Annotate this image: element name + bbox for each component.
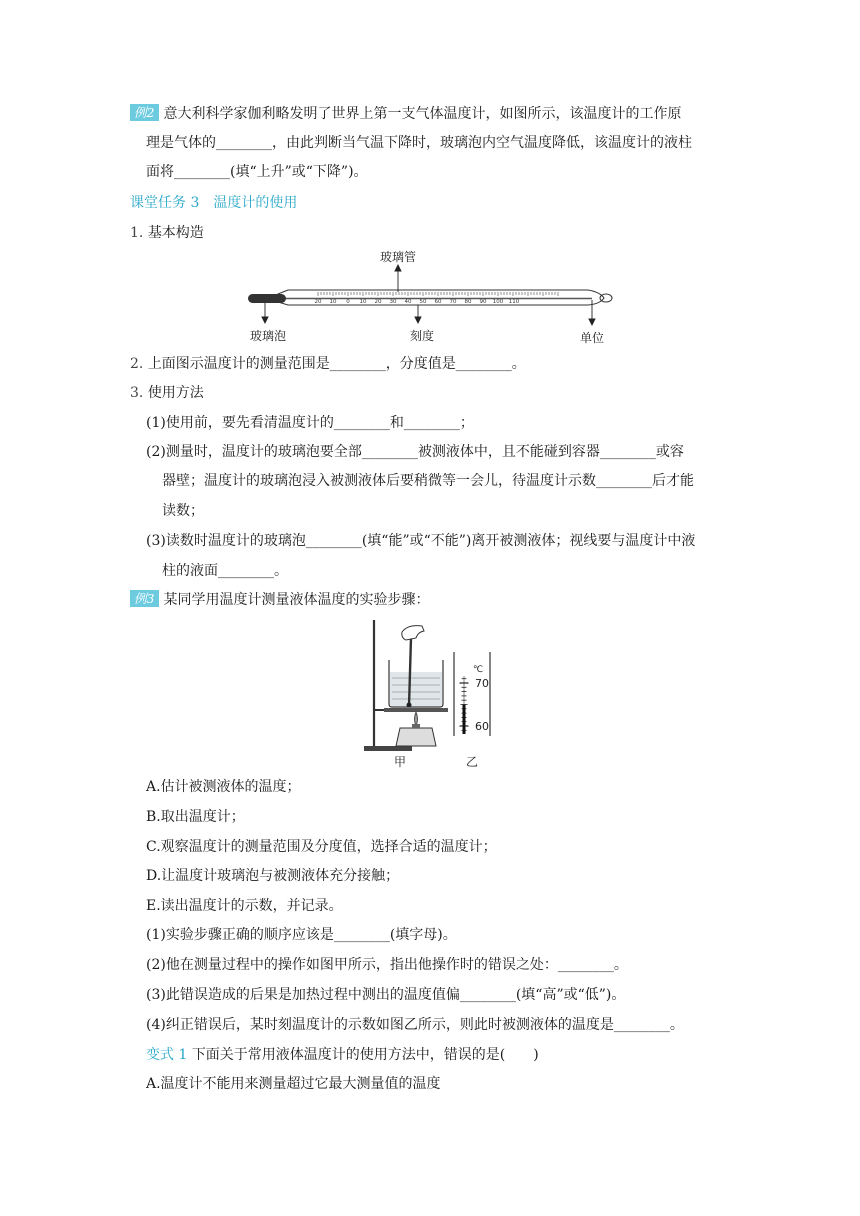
scale-number: 30 [389, 299, 397, 305]
glass-bulb [248, 294, 286, 303]
subheading-1 [130, 223, 204, 243]
example3-text: 某同学用温度计测量液体温度的实验步骤： [163, 592, 430, 608]
example3-question-2: (2)他在测量过程中的操作如图甲所示，指出他操作时的错误之处：________。 [146, 957, 628, 973]
step-b: B.取出温度计； [146, 809, 245, 825]
item-number: 1. [130, 225, 144, 241]
subheading-text: 基本构造 [147, 225, 204, 241]
scale-number: 90 [479, 299, 487, 305]
figure-label-yi: 乙 [465, 755, 479, 769]
example2-line-3: 面将________(填“上升”或“下降”)。 [146, 164, 368, 180]
thermometer-bulb [407, 703, 412, 708]
experiment-figure [356, 616, 506, 772]
question-2 [130, 354, 526, 374]
label-glass-bulb: 玻璃泡 [249, 329, 287, 343]
step-a: A.估计被测液体的温度； [146, 779, 301, 795]
example-tag: 例3 [130, 590, 159, 607]
scale-label-70: 70 [475, 677, 489, 690]
example-tag: 例2 [130, 104, 159, 121]
example3-question-3: (3)此错误造成的后果是加热过程中测出的温度值偏________(填“高”或“低”)。 [146, 987, 626, 1003]
item-number: 3. [130, 385, 144, 401]
variant-1-option-a: A.温度计不能用来测量超过它最大测量值的温度 [146, 1076, 441, 1092]
scale-unit: ℃ [473, 665, 484, 675]
step-c: C.观察温度计的测量范围及分度值，选择合适的温度计； [146, 839, 497, 855]
usage-point-1: (1)使用前，要先看清温度计的________和________； [146, 415, 474, 431]
usage-point-3a: (3)读数时温度计的玻璃泡________(填“能”或“不能”)离开被测液体；视线要与温度计中液 [146, 533, 696, 549]
example3-intro [130, 590, 429, 610]
example3-question-1: (1)实验步骤正确的顺序应该是________(填字母)。 [146, 927, 457, 943]
figure-label-jia: 甲 [393, 755, 407, 769]
example2-line-1 [130, 104, 681, 124]
variant-label: 变式 1 [146, 1047, 188, 1063]
scale-number: 0 [346, 299, 350, 305]
label-glass-tube: 玻璃管 [379, 250, 417, 264]
section-heading: 课堂任务 3 温度计的使用 [130, 195, 298, 211]
lamp-cap [412, 724, 420, 728]
scale-number: 20 [314, 299, 322, 305]
scale-number: 80 [464, 299, 472, 305]
scale-number: 20 [374, 299, 382, 305]
usage-point-2c: 读数； [162, 503, 204, 519]
scale-number: 10 [329, 299, 337, 305]
scale-number: 100 [492, 299, 504, 305]
scale-number: 70 [449, 299, 457, 305]
example3-question-4: (4)纠正错误后，某时刻温度计的示数如图乙所示，则此时被测液体的温度是________。 [146, 1017, 684, 1033]
usage-point-2a: (2)测量时，温度计的玻璃泡要全部________被测液体中，且不能碰到容器________或容 [146, 444, 684, 460]
item-number: 2. [130, 356, 144, 372]
usage-point-2b: 器壁；温度计的玻璃泡浸入被测液体后要稍微等一会儿，待温度计示数________后才能 [162, 473, 694, 489]
scale-number: 40 [404, 299, 412, 305]
stand-base [364, 746, 412, 751]
flame-icon [415, 712, 418, 726]
alcohol-lamp [396, 728, 436, 746]
variant-text: 下面关于常用液体温度计的使用方法中，错误的是( ) [191, 1047, 539, 1063]
label-scale: 刻度 [409, 329, 435, 343]
example2-line-2: 理是气体的________，由此判断当气温下降时，玻璃泡内空气温度降低，该温度计的液柱 [146, 135, 692, 151]
subheading-text: 使用方法 [147, 385, 204, 401]
scale-number: 10 [359, 299, 367, 305]
hand-icon [402, 626, 424, 640]
step-d: D.让温度计玻璃泡与被测液体充分接触； [146, 868, 400, 884]
scale-number: 110 [508, 299, 520, 305]
liquid [390, 672, 442, 706]
scale-number: 50 [419, 299, 427, 305]
scale-number: 60 [434, 299, 442, 305]
scale-label-60: 60 [475, 720, 489, 733]
question-text: 上面图示温度计的测量范围是________，分度值是________。 [147, 356, 526, 372]
thermometer-structure-figure [240, 244, 620, 348]
label-unit: 单位 [579, 331, 605, 345]
subheading-3 [130, 383, 204, 403]
example2-text: 意大利科学家伽利略发明了世界上第一支气体温度计，如图所示，该温度计的工作原 [163, 106, 682, 122]
step-e: E.读出温度计的示数，并记录。 [146, 898, 343, 914]
usage-point-3b: 柱的液面________。 [162, 563, 288, 579]
variant-1-question [146, 1045, 539, 1065]
